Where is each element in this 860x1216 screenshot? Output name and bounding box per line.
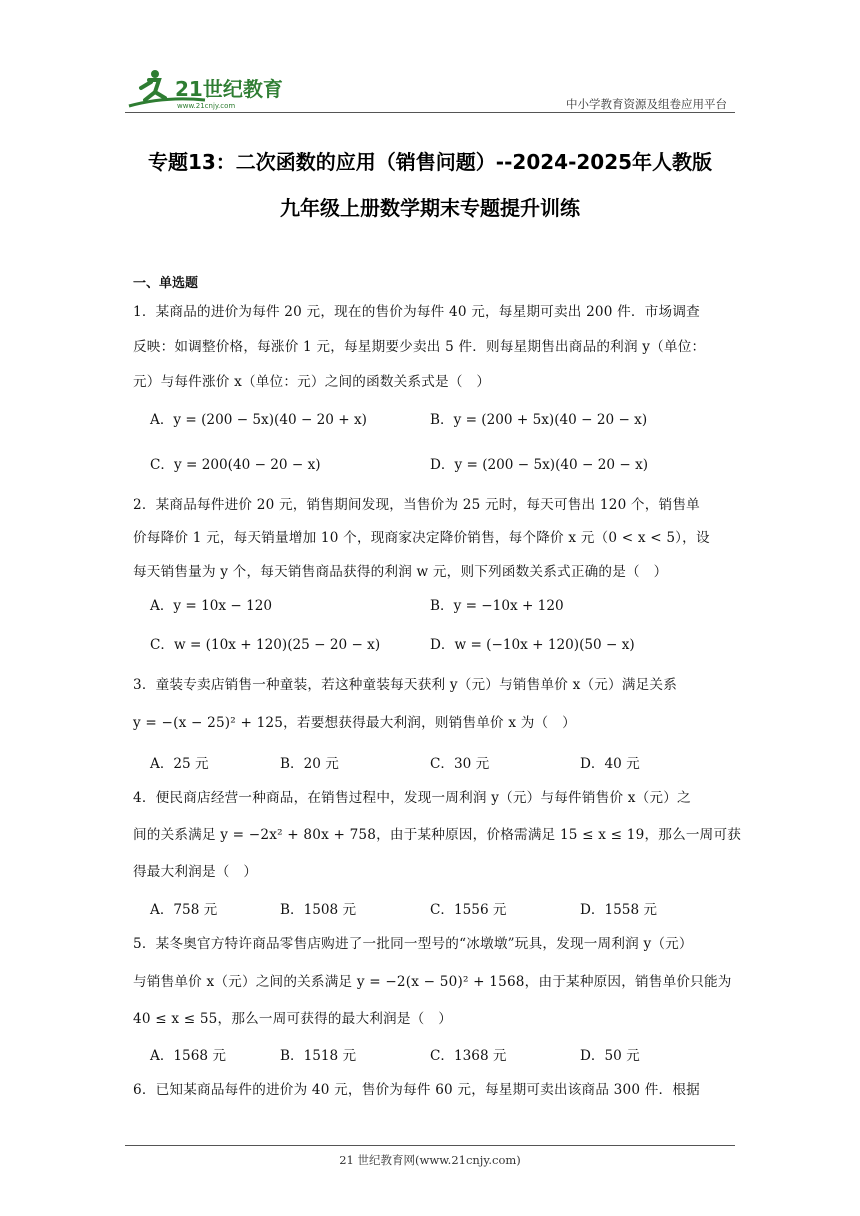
q2-line1: 2．某商品每件进价 20 元，销售期间发现，当售价为 25 元时，每天可售出 120 个，销售单 — [133, 497, 700, 513]
svg-text:www.21cnjy.com: www.21cnjy.com — [177, 102, 236, 110]
q2-option-d: D．w = (−10x + 120)(50 − x) — [430, 637, 635, 653]
q3-option-d: D．40 元 — [580, 756, 640, 772]
q1-option-b: B．y = (200 + 5x)(40 − 20 − x) — [430, 412, 648, 428]
site-logo — [125, 66, 295, 112]
q4-option-d: D．1558 元 — [580, 902, 658, 918]
q1-line3: 元）与每件涨价 x（单位：元）之间的函数关系式是（ ） — [133, 374, 491, 390]
q2-line2: 价每降价 1 元，每天销量增加 10 个，现商家决定降价销售，每个降价 x 元（0 < x < 5），设 — [133, 530, 710, 546]
header-divider — [125, 112, 735, 113]
footer-text: 21 世纪教育网(www.21cnjy.com) — [339, 1153, 521, 1167]
header-platform-text: 中小学教育资源及组卷应用平台 — [566, 97, 727, 111]
page-title-line1: 专题13：二次函数的应用（销售问题）--2024-2025年人教版 — [147, 150, 713, 174]
q5-option-c: C．1368 元 — [430, 1048, 507, 1064]
q2-line3: 每天销售量为 y 个，每天销售商品获得的利润 w 元，则下列函数关系式正确的是（ ） — [133, 564, 668, 580]
q2-option-a: A．y = 10x − 120 — [150, 598, 273, 614]
q5-option-b: B．1518 元 — [280, 1048, 357, 1064]
q5-line3: 40 ≤ x ≤ 55，那么一周可获得的最大利润是（ ） — [133, 1011, 453, 1027]
q3-line1: 3．童装专卖店销售一种童装，若这种童装每天获利 y（元）与销售单价 x（元）满足关系 — [133, 677, 678, 693]
q1-line1: 1．某商品的进价为每件 20 元，现在的售价为每件 40 元，每星期可卖出 200 件．市场调查 — [133, 304, 700, 320]
section-heading: 一、单选题 — [133, 276, 199, 291]
q1-option-c: C．y = 200(40 − 20 − x) — [150, 457, 321, 473]
q2-option-c: C．w = (10x + 120)(25 − 20 − x) — [150, 637, 381, 653]
q5-line2: 与销售单价 x（元）之间的关系满足 y = −2(x − 50)² + 1568，由于某种原因，销售单价只能为 — [133, 974, 732, 990]
q3-option-a: A．25 元 — [150, 756, 209, 772]
page-title-line2: 九年级上册数学期末专题提升训练 — [280, 196, 580, 220]
q5-line1: 5．某冬奥官方特许商品零售店购进了一批同一型号的“冰墩墩”玩具，发现一周利润 y（元） — [133, 936, 693, 952]
q4-option-c: C．1556 元 — [430, 902, 507, 918]
q2-option-b: B．y = −10x + 120 — [430, 598, 564, 614]
footer-divider — [125, 1145, 735, 1146]
q4-line2: 间的关系满足 y = −2x² + 80x + 758，由于某种原因，价格需满足 15 ≤ x ≤ 19，那么一周可获 — [133, 827, 742, 843]
q3-option-c: C．30 元 — [430, 756, 490, 772]
q6-line1: 6．已知某商品每件的进价为 40 元，售价为每件 60 元，每星期可卖出该商品 300 件．根据 — [133, 1082, 700, 1098]
q4-line1: 4．便民商店经营一种商品，在销售过程中，发现一周利润 y（元）与每件销售价 x（元）之 — [133, 790, 691, 806]
svg-text:21世纪教育: 21世纪教育 — [175, 77, 283, 101]
q4-option-a: A．758 元 — [150, 902, 218, 918]
q1-line2: 反映：如调整价格，每涨价 1 元，每星期要少卖出 5 件．则每星期售出商品的利润 y（单位： — [133, 339, 706, 355]
page-header — [125, 66, 735, 114]
q3-option-b: B．20 元 — [280, 756, 339, 772]
q1-option-a: A．y = (200 − 5x)(40 − 20 + x) — [150, 412, 367, 428]
q4-line3: 得最大利润是（ ） — [133, 864, 258, 880]
q5-option-a: A．1568 元 — [150, 1048, 226, 1064]
q4-option-b: B．1508 元 — [280, 902, 357, 918]
q5-option-d: D．50 元 — [580, 1048, 640, 1064]
q1-option-d: D．y = (200 − 5x)(40 − 20 − x) — [430, 457, 649, 473]
q3-line2: y = −(x − 25)² + 125，若要想获得最大利润，则销售单价 x 为（ ） — [133, 715, 576, 731]
